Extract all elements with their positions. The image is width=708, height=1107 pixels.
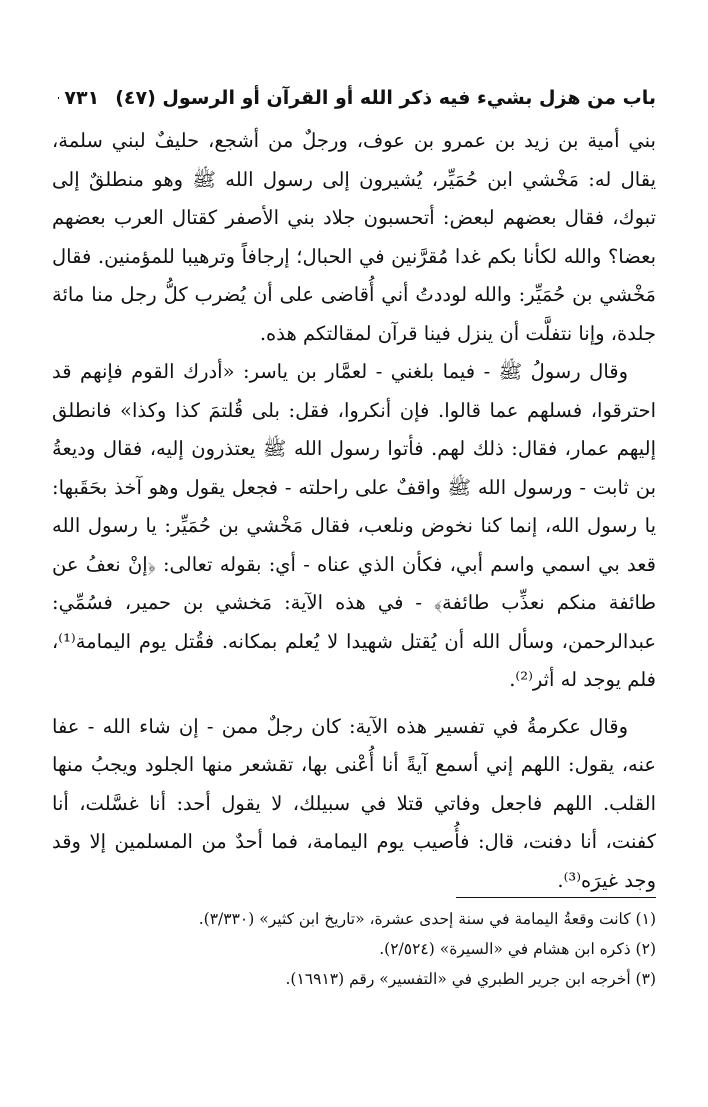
paragraph: وقال رسولُ ﷺ - فيما بلغني - لعمَّار بن ياسر: «أدرك القوم فإنهم قد احترقوا، فسلهم عما قالوا. فإن أنكروا، فقل: بلى قُلتمَ كذا وكذا» فانطلق إليهم عمار، فقال: ذلك لهم. فأتوا رسول الله ﷺ يعتذرون إليه، فقال وديعةُ بن ثابت - ورسول الله ﷺ واقفٌ على راحلته - فجعل يقول وهو آخذ بحَقَبها: يا رسول الله، إنما كنا نخوض ونلعب، فقال مَخْشي بن حُمَيِّر: يا رسول الله قعد بي اسمي واسم أبي، فكأن الذي عناه - أي: بقوله تعالى: ﴿إنْ نعفُ عن طائفة منكم نعذِّب طائفة﴾ - في هذه الآية: مَخشي بن حمير، فسُمِّي: عبدالرحمن، وسأل الله أن يُقتل شهيدا لا يُعلم بمكانه. فقُتل يوم اليمامة⁽¹⁾، فلم يوجد له أثر⁽²⁾. — [52, 360, 656, 691]
footnote: (١) كانت وقعةُ اليمامة في سنة إحدى عشرة، «تاريخ ابن كثير» (٣/٣٣٠). — [198, 910, 656, 928]
chapter-title: باب من هزل بشيء فيه ذكر الله أو القرآن أو الرسول (٤٧) — [115, 87, 656, 109]
page-number: ٧٣١ — [64, 87, 100, 109]
footnote: (٢) ذكره ابن هشام في «السيرة» (٢/٥٢٤). — [379, 940, 656, 958]
paragraph: بني أمية بن زيد بن عمرو بن عوف، ورجلٌ من أشجع، حليفٌ لبني سلمة، يقال له: مَخْشي ابن حُمَيِّر، يُشيرون إلى رسول الله ﷺ وهو منطلقٌ إلى تبوك، فقال بعضهم لبعض: أتحسبون جلاد بني الأصفر كقتال العرب بعضهم بعضا؟ والله لكأنا بكم غدا مُقرَّنين في الحبال؛ إرجافاً وترهيبا للمؤمنين. فقال مَخْشي بن حُمَيِّر: والله لوددتُ أني أُقاضى على أن يُضرب كلُّ رجل منا مائة جلدة، وإنا نتفلَّت أن ينزل فينا قرآن لمقالتكم هذه. — [52, 129, 656, 345]
paragraph: وقال عكرمةُ في تفسير هذه الآية: كان رجلٌ ممن - إن شاء الله - عفا عنه، يقول: اللهم إني أسمع آيةً أنا أُعْنى بها، تقشعر منها الجلود ويجبُ منها القلب. اللهم فاجعل وفاتي قتلا في سبيلك، لا يقول أحد: أنا غسَّلت، أنا كفنت، أنا دفنت، قال: فأُصيب يوم اليمامة، فما أحدٌ من المسلمين إلا وقد وجد غيرَه⁽³⁾. — [52, 714, 656, 892]
running-header — [58, 78, 656, 118]
main-text — [52, 122, 656, 900]
footnote-separator — [456, 897, 656, 898]
footnotes — [52, 904, 656, 994]
footnote: (٣) أخرجه ابن جرير الطبري في «التفسير» رقم (١٦٩١٣). — [285, 970, 656, 988]
